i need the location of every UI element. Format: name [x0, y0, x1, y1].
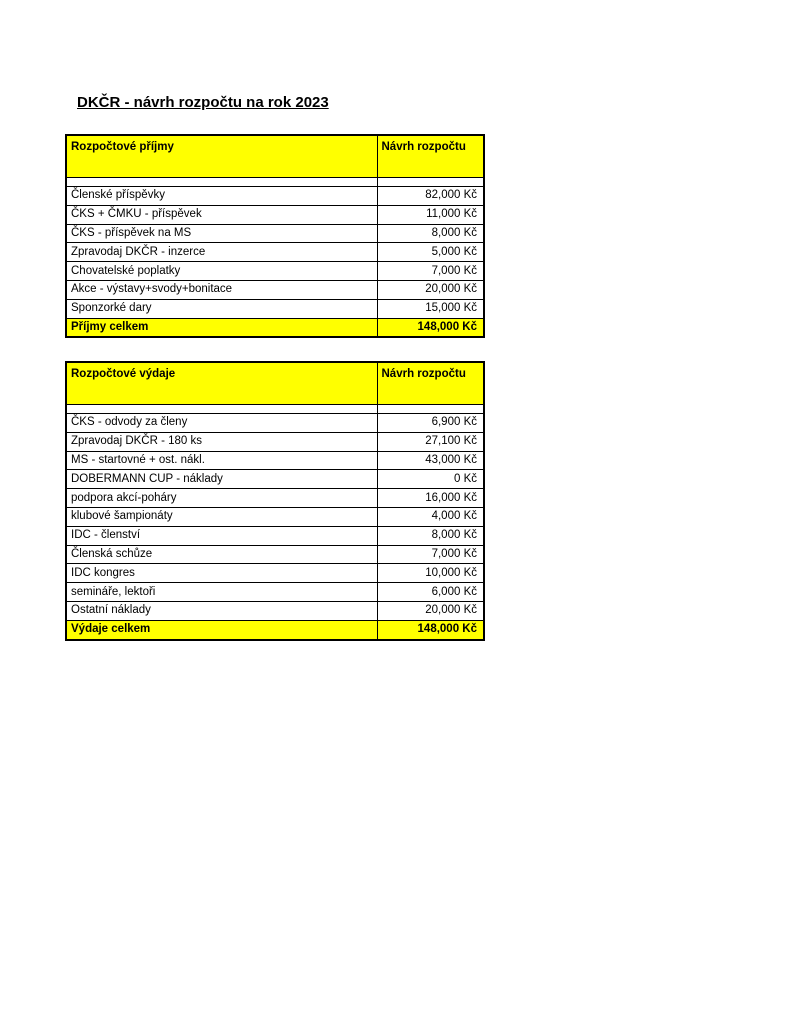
table-row — [66, 432, 484, 451]
row-value: 82,000 Kč — [377, 187, 484, 206]
row-label: Zpravodaj DKČR - inzerce — [66, 243, 377, 262]
table-row — [66, 414, 484, 433]
row-label: Členské příspěvky — [66, 187, 377, 206]
row-label: semináře, lektoři — [66, 583, 377, 602]
table-row — [66, 564, 484, 583]
expenses-header-label: Rozpočtové výdaje — [66, 362, 377, 405]
row-label: Akce - výstavy+svody+bonitace — [66, 280, 377, 299]
table-row — [66, 205, 484, 224]
row-value: 8,000 Kč — [377, 526, 484, 545]
row-value: 27,100 Kč — [377, 432, 484, 451]
row-value: 15,000 Kč — [377, 299, 484, 318]
expenses-header-row — [66, 362, 484, 405]
row-value: 10,000 Kč — [377, 564, 484, 583]
income-header-row — [66, 135, 484, 178]
row-value: 6,000 Kč — [377, 583, 484, 602]
row-value: 0 Kč — [377, 470, 484, 489]
income-table-body — [66, 135, 484, 337]
income-header-value: Návrh rozpočtu — [377, 135, 484, 178]
income-total-row — [66, 318, 484, 337]
income-blank-row — [66, 178, 484, 187]
expenses-table-body — [66, 362, 484, 640]
table-row — [66, 545, 484, 564]
table-row — [66, 243, 484, 262]
row-value: 20,000 Kč — [377, 280, 484, 299]
row-value: 5,000 Kč — [377, 243, 484, 262]
row-label: podpora akcí-poháry — [66, 489, 377, 508]
table-row — [66, 583, 484, 602]
income-table — [65, 134, 485, 338]
table-row — [66, 299, 484, 318]
table-row — [66, 451, 484, 470]
row-value: 4,000 Kč — [377, 507, 484, 526]
table-row — [66, 601, 484, 620]
row-label: ČKS + ČMKU - příspěvek — [66, 205, 377, 224]
expenses-blank-row — [66, 405, 484, 414]
row-value: 7,000 Kč — [377, 262, 484, 281]
row-label: Sponzorké dary — [66, 299, 377, 318]
table-row — [66, 470, 484, 489]
row-value: 20,000 Kč — [377, 601, 484, 620]
row-label: MS - startovné + ost. nákl. — [66, 451, 377, 470]
table-row — [66, 526, 484, 545]
row-label: Chovatelské poplatky — [66, 262, 377, 281]
income-total-value: 148,000 Kč — [377, 318, 484, 337]
row-label: DOBERMANN CUP - náklady — [66, 470, 377, 489]
expenses-total-row — [66, 620, 484, 639]
table-row — [66, 280, 484, 299]
row-value: 6,900 Kč — [377, 414, 484, 433]
row-label: IDC - členství — [66, 526, 377, 545]
row-label: Zpravodaj DKČR - 180 ks — [66, 432, 377, 451]
table-row — [66, 224, 484, 243]
expenses-total-label: Výdaje celkem — [66, 620, 377, 639]
row-value: 43,000 Kč — [377, 451, 484, 470]
row-value: 11,000 Kč — [377, 205, 484, 224]
page-title: DKČR - návrh rozpočtu na rok 2023 — [77, 94, 329, 111]
table-row — [66, 262, 484, 281]
row-value: 16,000 Kč — [377, 489, 484, 508]
row-label: ČKS - odvody za členy — [66, 414, 377, 433]
income-header-label: Rozpočtové příjmy — [66, 135, 377, 178]
table-row — [66, 489, 484, 508]
row-label: klubové šampionáty — [66, 507, 377, 526]
row-label: IDC kongres — [66, 564, 377, 583]
row-label: Členská schůze — [66, 545, 377, 564]
table-row — [66, 187, 484, 206]
expenses-total-value: 148,000 Kč — [377, 620, 484, 639]
expenses-header-value: Návrh rozpočtu — [377, 362, 484, 405]
row-label: ČKS - příspěvek na MS — [66, 224, 377, 243]
expenses-table — [65, 361, 485, 641]
row-value: 7,000 Kč — [377, 545, 484, 564]
income-total-label: Příjmy celkem — [66, 318, 377, 337]
row-value: 8,000 Kč — [377, 224, 484, 243]
table-row — [66, 507, 484, 526]
row-label: Ostatní náklady — [66, 601, 377, 620]
